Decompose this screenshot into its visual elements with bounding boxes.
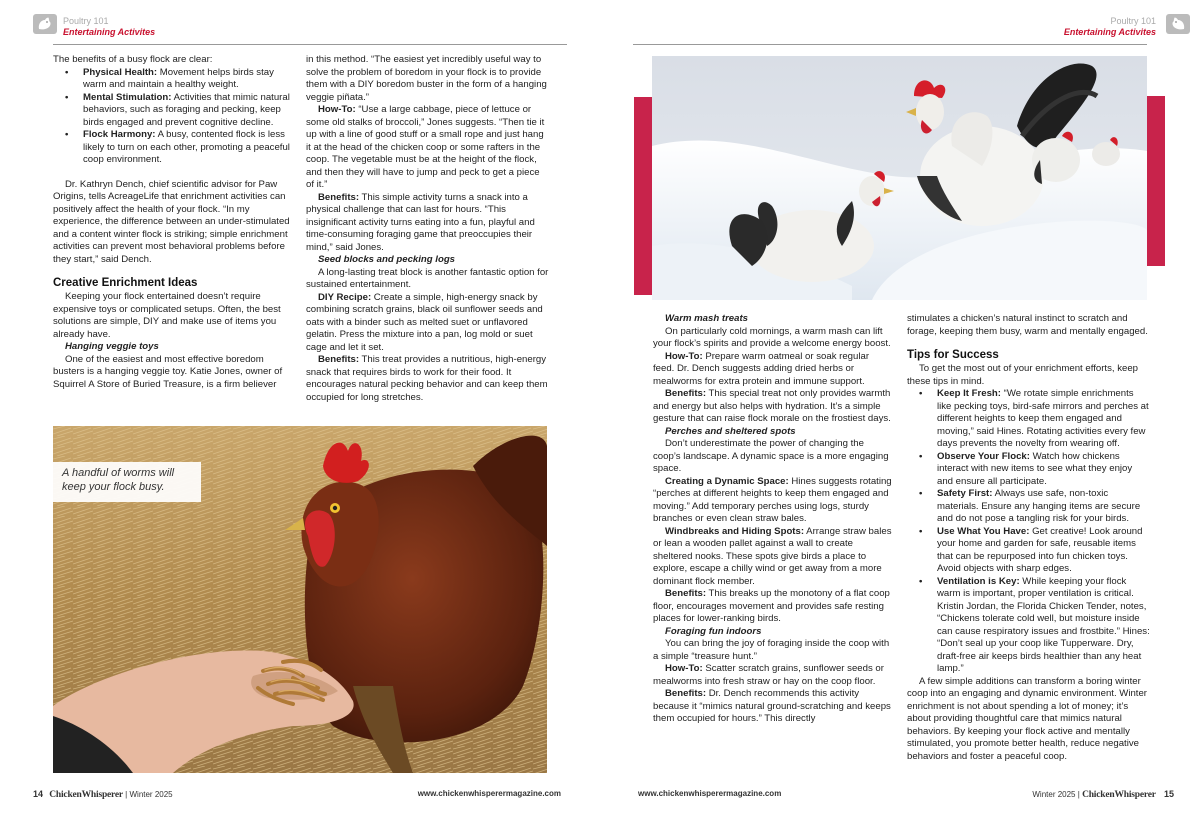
right-footer xyxy=(638,789,1178,799)
benefits-paragraph xyxy=(306,192,549,255)
page-number: 15 xyxy=(1163,789,1174,799)
howto-paragraph xyxy=(306,104,549,192)
dynamic-paragraph xyxy=(653,476,893,526)
windbreak-text: Arrange straw bales or lean a wooden pallet against a wall to create sheltered nooks. These spots give birds a place to explore, escape a chilly wind or get away from a more dominant flock member. xyxy=(653,525,892,587)
list-item xyxy=(919,526,1150,576)
list-item xyxy=(919,388,1150,451)
issue-date: Winter 2025 xyxy=(1032,790,1076,799)
benefits-text: This simple activity turns a snack into a physical challenge that can last for hours. “This insignificant activity turns eating into a fun, playful and time-consuming foraging game that preoccupies their mind,” said Jones. xyxy=(306,191,535,253)
list-item xyxy=(65,129,296,167)
accent-bar-right xyxy=(1147,96,1165,266)
howto-text: Scatter scratch grains, sunflower seeds or mealworms into fresh straw or hay on the coop floor. xyxy=(653,663,884,687)
bullet-text: Activities that mimic natural behaviors, such as foraging and pecking, keep birds engaged and prevent cognitive decline. xyxy=(83,91,290,128)
header-kicker: Poultry 101 xyxy=(1110,16,1156,26)
page-number: 14 xyxy=(33,789,44,799)
veggie-text: One of the easiest and most effective boredom busters is a hanging veggie toy. Katie Jones, owner of Squirrel A Store of Buried Treasure, is a firm believer xyxy=(53,353,283,390)
footer-separator: | xyxy=(1077,790,1080,799)
dynamic-text: Hines suggests rotating “perches at different heights to keep them engaged and moving.” Add temporary perches using logs, sturdy branches or even clean straw bales. xyxy=(653,475,892,524)
issue-date: Winter 2025 xyxy=(129,790,173,799)
benefits-text: This special treat not only provides warmth and energy but also helps with hydration. It’s a simple gesture that can raise flock morale on the frostiest days. xyxy=(653,388,891,424)
benefits-term: Benefits: xyxy=(318,191,360,203)
howto-text: “Use a large cabbage, piece of lettuce or some old stalks of broccoli,” Jones suggests. “Then tie it up with a line of good stuff or a small rope and just hang it at the head of the chicken coop or some rafters in the coop. The vegetable must be at the height of the flock, and then they will have to jump and peck to get a piece of it.” xyxy=(306,104,545,190)
enrichment-intro: Keeping your flock entertained doesn’t require expensive toys or complicated setups. Often, the best solutions are simple, DIY and make use of items you already have. xyxy=(53,291,281,340)
list-item xyxy=(65,67,296,92)
forage-text: You can bring the joy of foraging inside the coop with a simple “treasure hunt.” xyxy=(653,638,890,662)
howto-term: How-To: xyxy=(665,350,703,362)
diy-paragraph xyxy=(306,292,549,355)
tips-list xyxy=(919,388,1150,676)
perch-text: Don’t underestimate the power of changing the coop’s landscape. A dynamic space is a more engaging space. xyxy=(653,438,889,474)
tip-text: While keeping your flock warm is important, proper ventilation is critical. Kristin Jordan, the Florida Chicken Tender, notes, “Chickens tolerate cold well, but moisture inside can cause respiratory issues and frostbite.” Hines: “Don’t seal up your coop like Tupperware. Dry, draft-free air keeps birds healthier than any heat lamp.” xyxy=(937,575,1150,674)
benefits-term: Benefits: xyxy=(665,588,707,599)
subheading-foraging: Foraging fun indoors xyxy=(665,625,762,637)
bullet-term: Flock Harmony: xyxy=(83,129,156,140)
seed-text: A long-lasting treat block is another fantastic option for sustained entertainment. xyxy=(306,266,549,290)
tip-term: Use What You Have: xyxy=(937,525,1030,537)
tip-text: Always use safe, non-toxic materials. Ensure any hanging items are secure and do not pose a tangling risk for your birds. xyxy=(937,488,1141,524)
diy-text: Create a simple, high-energy snack by combining scratch grains, black oil sunflower seeds and oats with a binder such as melted suet or unflavored gelatin. Press the mixture into a pan, log mold or suet cage and let it set. xyxy=(306,291,543,353)
header-section: Entertaining Activites xyxy=(63,27,156,37)
howto-text: Prepare warm oatmeal or soak regular feed. Dr. Dench suggests adding dried herbs or mealworms for extra protein and immune support. xyxy=(653,350,870,387)
section-heading: Tips for Success xyxy=(907,349,999,361)
windbreak-term: Windbreaks and Hiding Spots: xyxy=(665,525,805,537)
tip-text: Watch how chickens interact with new items to see what they enjoy and ensure all participate. xyxy=(937,450,1133,487)
howto-paragraph xyxy=(653,351,893,389)
left-footer xyxy=(33,789,573,800)
header-kicker: Poultry 101 xyxy=(63,16,109,26)
right-column-1 xyxy=(653,313,893,726)
hen-mealworms-photo xyxy=(53,426,547,773)
list-item xyxy=(65,92,296,130)
header-rule xyxy=(53,44,567,45)
dynamic-term: Creating a Dynamic Space: xyxy=(665,475,789,487)
section-heading: Creative Enrichment Ideas xyxy=(53,277,198,289)
benefits2-paragraph xyxy=(653,588,893,626)
tip-term: Safety First: xyxy=(937,488,993,499)
benefits-paragraph xyxy=(653,388,893,426)
magazine-name: ChickenWhisperer xyxy=(1082,790,1156,800)
tip-text: Get creative! Look around your home and garden for safe, reusable items that can be repurposed into fun chicken toys. Avoid objects with sharp edges. xyxy=(937,525,1143,574)
benefits2-paragraph xyxy=(306,354,549,404)
howto-term: How-To: xyxy=(665,663,703,674)
footer-right-group xyxy=(1032,789,1174,800)
tips-intro: To get the most out of your enrichment efforts, keep these tips in mind. xyxy=(907,363,1138,387)
left-page xyxy=(0,0,590,815)
benefits-term: Benefits: xyxy=(318,354,360,365)
right-column-2 xyxy=(907,313,1150,763)
footer-separator: | xyxy=(125,790,128,799)
benefits-intro: The benefits of a busy flock are clear: xyxy=(53,54,213,65)
howto2-paragraph xyxy=(653,663,893,688)
footer-url[interactable]: www.chickenwhisperermagazine.com xyxy=(638,789,782,798)
right-page xyxy=(610,0,1200,815)
bullet-text: Movement helps birds stay warm and maintain a healthy weight. xyxy=(83,66,274,90)
subheading-perches: Perches and sheltered spots xyxy=(665,425,796,437)
photo-caption: A handful of worms will keep your flock busy. xyxy=(53,462,201,502)
benefits-text: Dr. Dench recommends this activity because it “mimics natural ground-scratching and keeps them occupied for hours.” This directly xyxy=(653,688,891,724)
mash-text: On particularly cold mornings, a warm mash can lift your flock’s spirits and provide a welcome energy boost. xyxy=(653,325,891,349)
list-item xyxy=(919,451,1150,489)
tip-term: Observe Your Flock: xyxy=(937,450,1030,462)
header-rule xyxy=(633,44,1147,45)
foraging-continued: stimulates a chicken’s natural instinct to scratch and forage, keeping them busy, warm and mentally engaged. xyxy=(907,313,1148,337)
bullet-term: Physical Health: xyxy=(83,66,158,78)
subheading-mash: Warm mash treats xyxy=(665,313,749,324)
left-column-1 xyxy=(53,54,296,391)
bullet-term: Mental Stimulation: xyxy=(83,91,172,103)
benefits-list xyxy=(65,67,296,167)
tip-text: “We rotate simple enrichments like pecking toys, bird-safe mirrors and perches at different heights to keep them engaged and moving,” said Hines. Rotating activities every few days prevents the novelty from wearing off. xyxy=(937,388,1149,449)
subheading-seed: Seed blocks and pecking logs xyxy=(318,254,456,265)
benefits-text: This breaks up the monotony of a flat coop floor, encourages movement and provides safe resting places for lower-ranking birds. xyxy=(653,588,890,624)
chickens-snow-photo xyxy=(652,56,1147,300)
closing-paragraph: A few simple additions can transform a boring winter coop into an engaging and dynamic environment. Winter enrichment is not about spending a lot of money; it’s about providing thoughtful care that mimics natural behaviors. By keeping your flock active and mentally stimulated, you promote better health, reduce negative behaviors and foster a peaceful coop. xyxy=(907,675,1147,762)
bullet-text: A busy, contented flock is less likely to turn on each other, promoting a peaceful coop environment. xyxy=(83,129,290,165)
tip-term: Ventilation is Key: xyxy=(937,575,1020,587)
snow-photo-illustration xyxy=(652,56,1147,300)
list-item xyxy=(919,488,1150,526)
benefits-term: Benefits: xyxy=(665,388,707,399)
windbreak-paragraph xyxy=(653,526,893,589)
benefits3-paragraph xyxy=(653,688,893,726)
subheading-veggie: Hanging veggie toys xyxy=(65,341,159,352)
benefits-term: Benefits: xyxy=(665,688,707,699)
page-gutter xyxy=(590,0,610,815)
rooster-logo-icon xyxy=(33,14,57,34)
magazine-name: ChickenWhisperer xyxy=(49,790,123,800)
benefits-text: This treat provides a nutritious, high-energy snack that requires birds to work for their food. It encourages natural pecking behavior and can keep them occupied for long stretches. xyxy=(306,354,548,403)
left-column-2 xyxy=(306,54,549,404)
tip-term: Keep It Fresh: xyxy=(937,388,1001,399)
footer-url[interactable]: www.chickenwhisperermagazine.com xyxy=(417,789,561,798)
dench-quote: Dr. Kathryn Dench, chief scientific advisor for Paw Origins, tells AcreageLife that enrichment activities can positively affect the health of your flock. “In my experience, the difference between an under-stimulated and a content winter flock is striking; simple enrichment activities can prevent most behavioral problems before they start,” said Dench. xyxy=(53,178,290,265)
header-section: Entertaining Activites xyxy=(1063,27,1156,37)
accent-bar-left xyxy=(634,97,652,295)
howto-term: How-To: xyxy=(318,104,356,115)
veggie-continued: in this method. “The easiest yet incredibly useful way to solve the problem of boredom in your flock is to provide them with a DIY boredom buster in the form of a hanging veggie piñata.” xyxy=(306,54,547,103)
list-item xyxy=(919,576,1150,676)
diy-term: DIY Recipe: xyxy=(318,291,372,303)
rooster-logo-icon xyxy=(1166,14,1190,34)
